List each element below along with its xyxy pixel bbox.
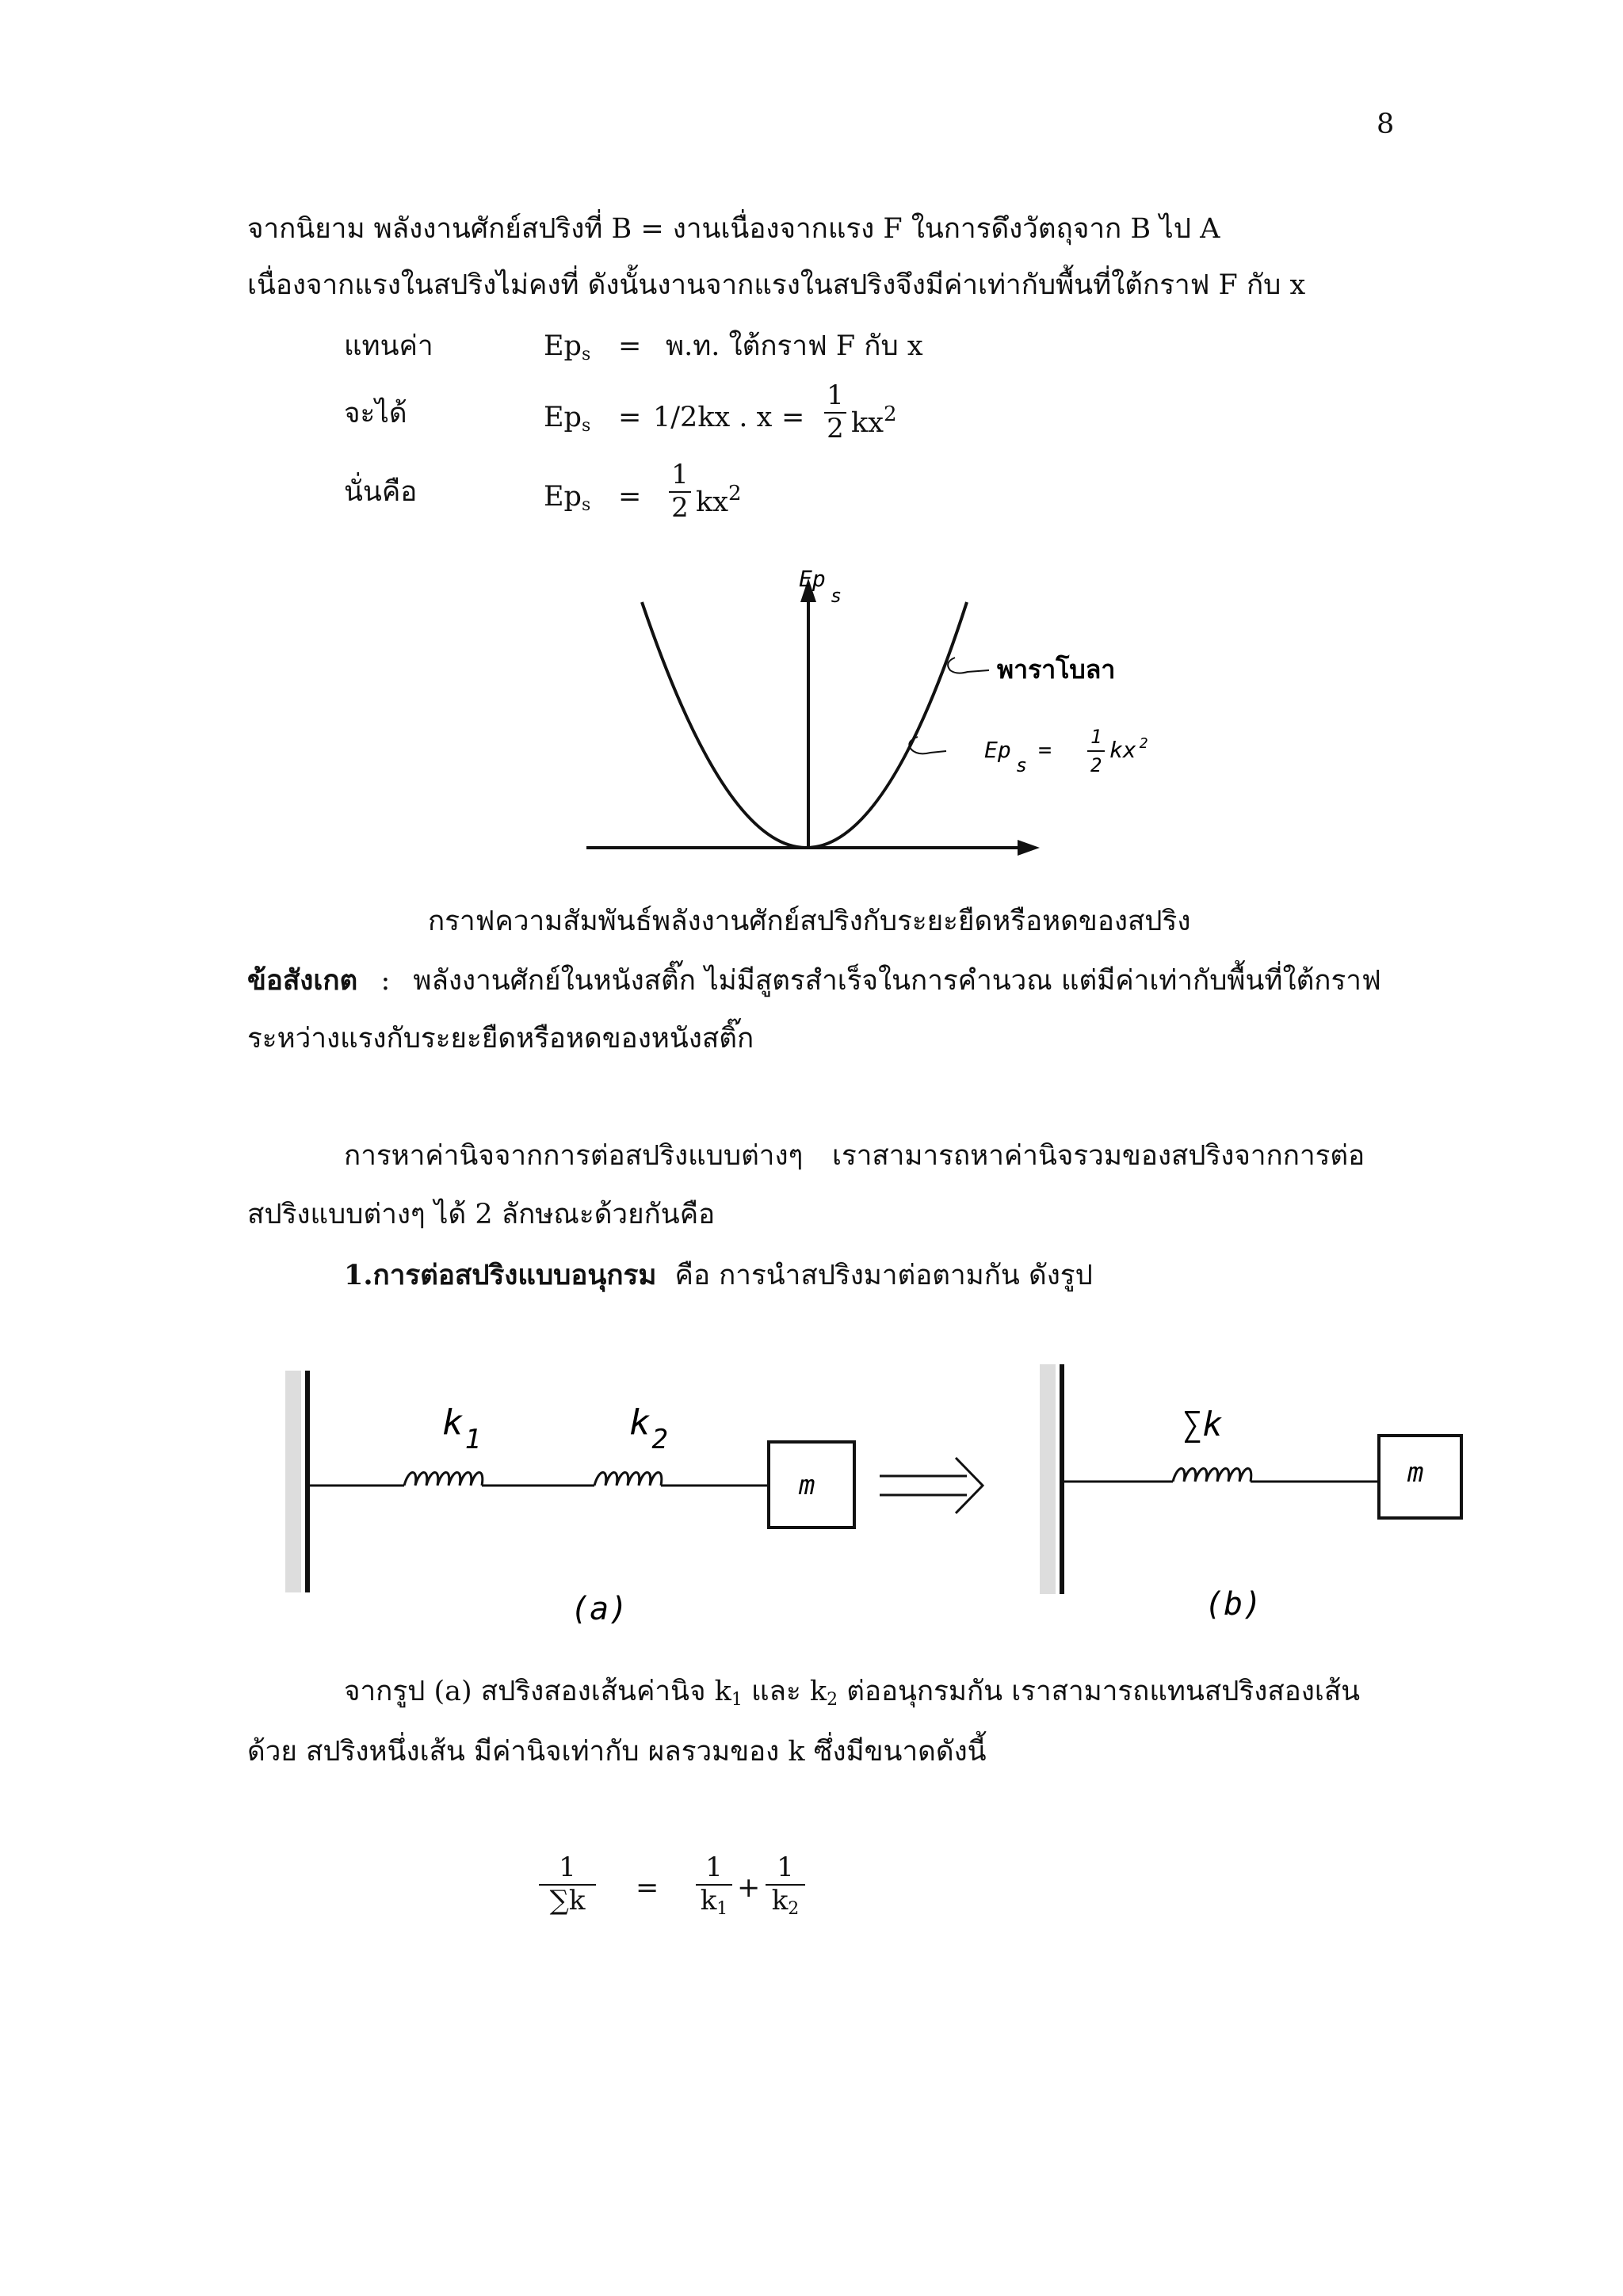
graph-annot-formula: Eps= bbox=[984, 737, 1052, 776]
eq-row3-label: นั่นคือ bbox=[344, 476, 418, 508]
spring-k1 bbox=[404, 1473, 483, 1486]
eq-row1-rhs: พ.ท. ใต้กราฟ F กับ x bbox=[666, 330, 923, 362]
para3-line2: ด้วย สปริงหนึ่งเส้น มีค่านิจเท่ากับ ผลรวมของ k ซึ่งมีขนาดดังนี้ bbox=[247, 1736, 987, 1768]
caption-b: (b) bbox=[1205, 1586, 1262, 1623]
caption-a: (a) bbox=[571, 1591, 628, 1627]
final-equals: = bbox=[636, 1872, 659, 1904]
series-heading-rest: คือ การนำสปริงมาต่อตามกัน ดังรูป bbox=[674, 1260, 1093, 1291]
graph-annot-tail: kx $^2$ bbox=[1109, 735, 1148, 763]
note-text1: พลังงานศักย์ในหนังสติ๊ก ไม่มีสูตรสำเร็จในการคำนวณ แต่มีค่าเท่ากับพื้นที่ใต้กราฟ bbox=[413, 965, 1381, 997]
para2-line1b: เราสามารถหาค่านิจรวมของสปริงจากการต่อ bbox=[832, 1140, 1365, 1172]
k2-label: $k_2$ bbox=[629, 1402, 668, 1455]
mass-b-label: m bbox=[1407, 1457, 1424, 1489]
parabola-graph bbox=[555, 555, 1157, 871]
para1-line1: จากนิยาม พลังงานศักย์สปริงที่ B = งานเนื่องจากแรง F ในการดึงวัตถุจาก B ไป A bbox=[247, 213, 1220, 245]
eq-row2-fraction: 1 2 bbox=[824, 382, 846, 443]
graph-y-label: Eps bbox=[799, 566, 842, 607]
eq-row3-equals: = bbox=[618, 481, 642, 513]
series-heading bbox=[344, 1261, 1093, 1290]
eq-row1-lhs: $Ep_s$ bbox=[544, 330, 591, 364]
final-r2-fraction: 1 $k_2$ bbox=[766, 1854, 805, 1918]
final-r1-fraction: 1 $k_1$ bbox=[696, 1854, 732, 1918]
wall-a-hatch bbox=[285, 1371, 301, 1592]
para2-line1a: การหาค่านิจจากการต่อสปริงแบบต่างๆ bbox=[344, 1140, 804, 1172]
eq-row2-equals2: = bbox=[781, 402, 805, 433]
final-plus: + bbox=[737, 1872, 761, 1904]
sum-k-label: ∑k bbox=[1182, 1405, 1223, 1444]
note-line2: ระหว่างแรงกับระยะยืดหรือหดของหนังสติ๊ก bbox=[247, 1023, 754, 1055]
graph-annot-frac-num: 1 bbox=[1090, 726, 1102, 748]
graph-caption: กราฟความสัมพันธ์พลังงานศักย์สปริงกับระยะยืดหรือหดของสปริง bbox=[428, 906, 1191, 937]
eq-row1-equals: = bbox=[618, 330, 642, 362]
wall-b-hatch bbox=[1040, 1364, 1056, 1594]
note-line1 bbox=[247, 964, 1381, 997]
para1-line2: เนื่องจากแรงในสปริงไม่คงที่ ดังนั้นงานจากแรงในสปริงจึงมีค่าเท่ากับพื้นที่ใต้กราฟ F กับ x bbox=[247, 269, 1306, 301]
k1-label: $k_1$ bbox=[442, 1402, 481, 1455]
parabola-pointer bbox=[948, 658, 989, 673]
spring-k2 bbox=[594, 1473, 662, 1486]
page-number: 8 bbox=[1377, 109, 1395, 140]
eq-row2-mid: 1/2kx . x bbox=[653, 402, 773, 433]
eq-row3-tail: $kx^2$ bbox=[696, 482, 742, 518]
parabola-curve bbox=[642, 602, 967, 848]
note-label: ข้อสังเกต bbox=[247, 964, 358, 997]
spring-diagram bbox=[269, 1347, 1490, 1632]
series-heading-bold: 1.การต่อสปริงแบบอนุกรม bbox=[344, 1259, 657, 1291]
final-lhs-fraction: 1 ∑k bbox=[539, 1854, 596, 1915]
para3-line1: จากรูป (a) สปริงสองเส้นค่านิจ $k_1$ และ $k_2$ ต่ออนุกรมกัน เราสามารถแทนสปริงสองเส้น bbox=[344, 1676, 1361, 1710]
eq-row3-fraction: 1 2 bbox=[669, 461, 691, 522]
graph-annot-parabola: พาราโบลา bbox=[997, 654, 1116, 685]
eq-row2-tail: $kx^2$ bbox=[851, 402, 897, 439]
x-axis-arrow bbox=[1018, 840, 1040, 856]
eq-row1-label: แทนค่า bbox=[344, 330, 433, 362]
arrow-head bbox=[956, 1458, 983, 1513]
note-colon: : bbox=[380, 965, 391, 997]
eq-row3-lhs: $Ep_s$ bbox=[544, 481, 591, 515]
eq-row2-lhs: $Ep_s$ bbox=[544, 402, 591, 436]
eq-row2-label: จะได้ bbox=[344, 398, 407, 429]
eq-row2-equals: = bbox=[618, 402, 642, 433]
graph-annot-frac-den: 2 bbox=[1090, 754, 1102, 776]
spring-sum-k bbox=[1173, 1469, 1251, 1482]
mass-a-label: m bbox=[799, 1470, 815, 1501]
para2-line2: สปริงแบบต่างๆ ได้ 2 ลักษณะด้วยกันคือ bbox=[247, 1199, 716, 1230]
